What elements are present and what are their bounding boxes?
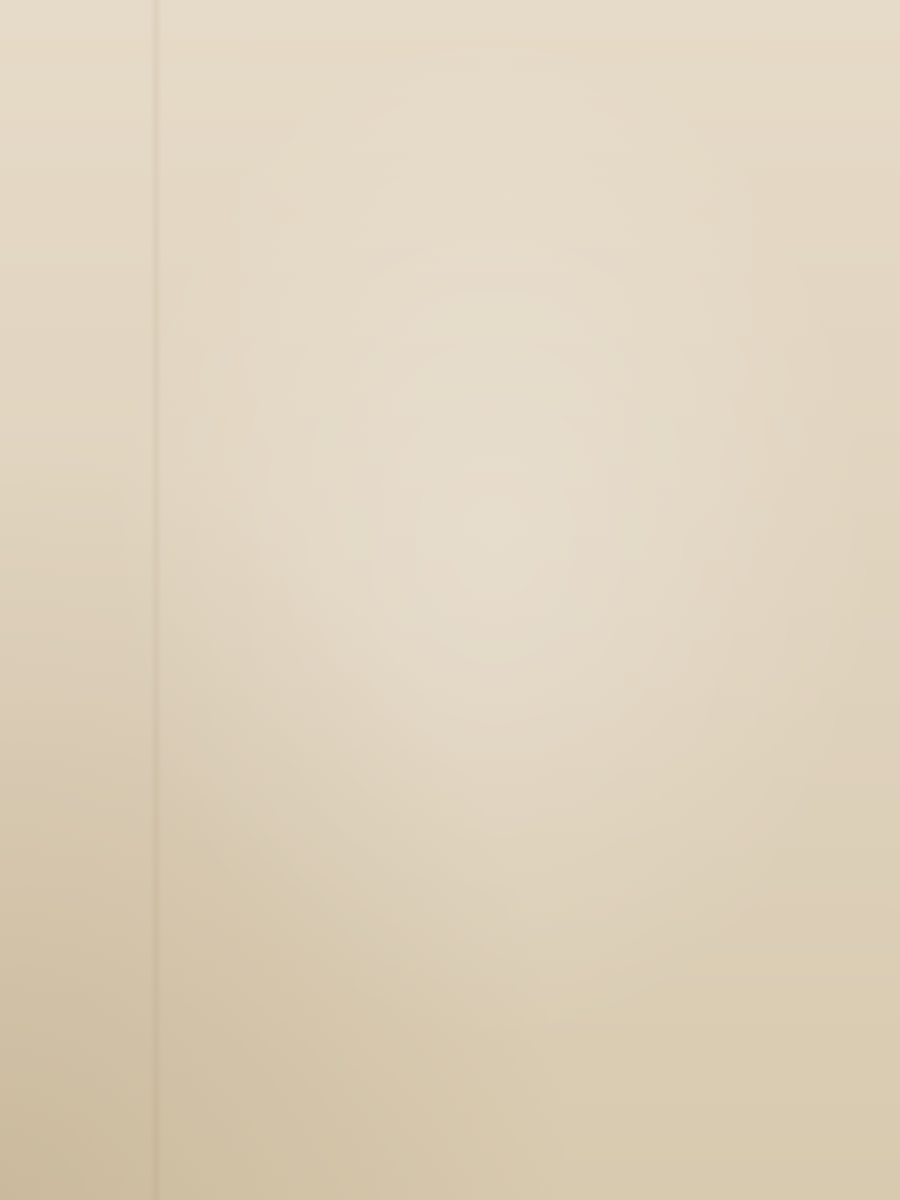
- column-gutter: [150, 0, 162, 1200]
